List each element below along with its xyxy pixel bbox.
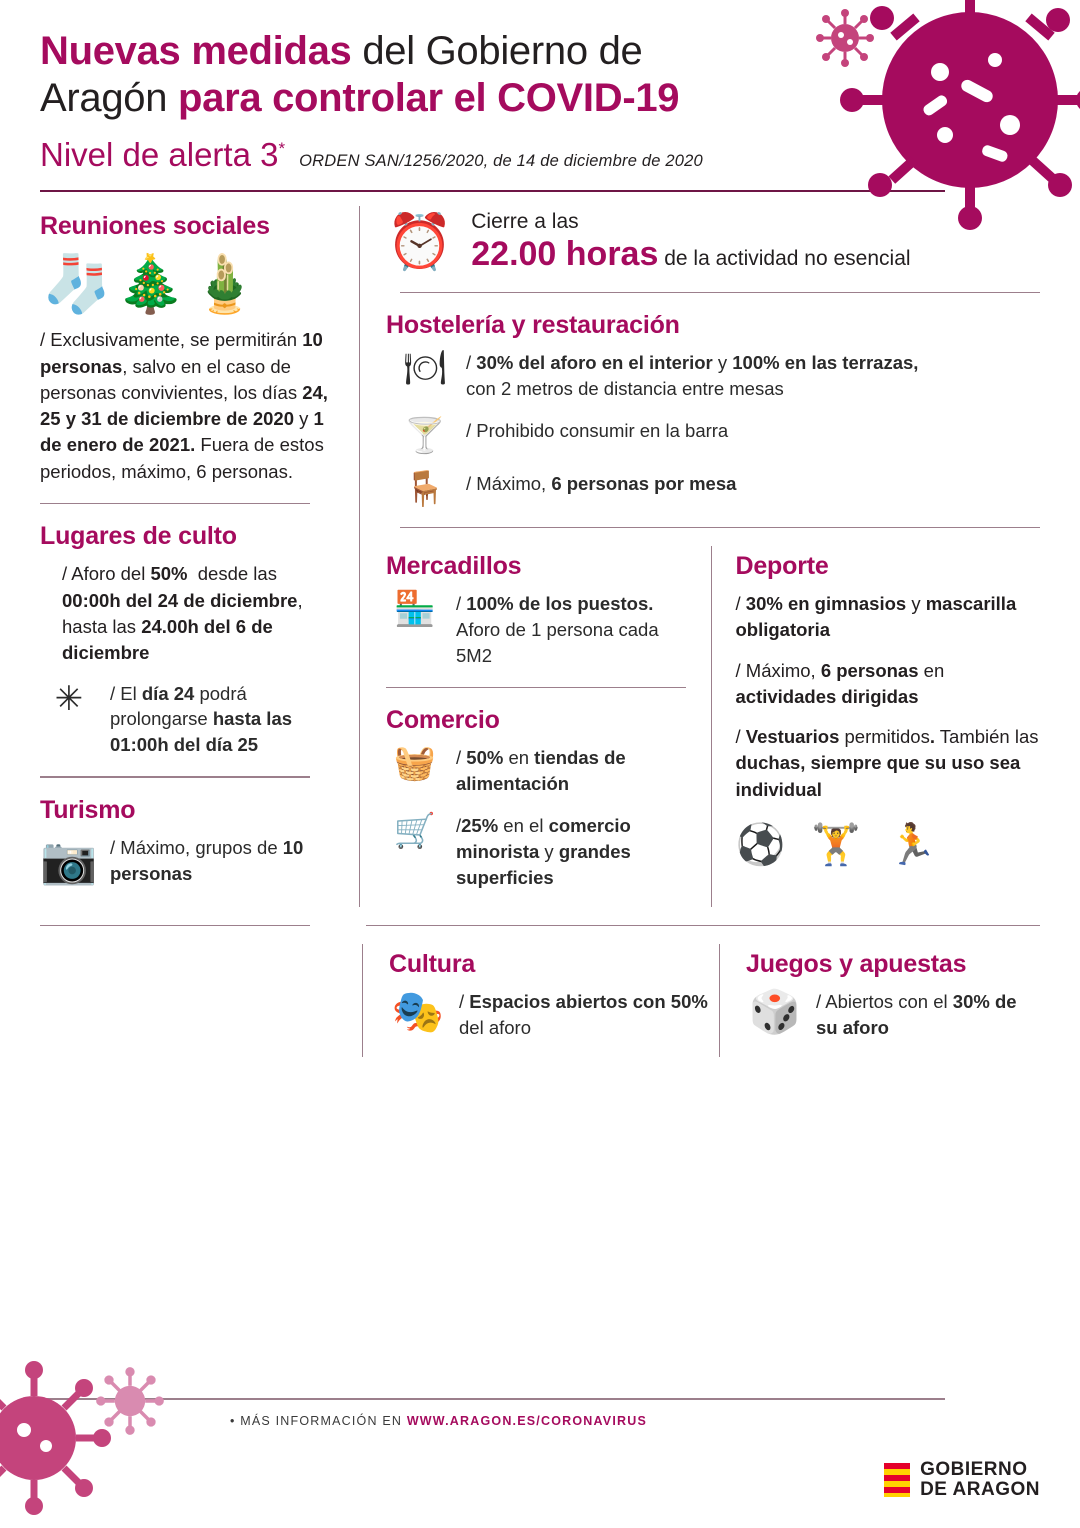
hosteleria-item-1	[396, 350, 1040, 402]
coronavirus-icon-bottom-left-small	[95, 1366, 165, 1436]
cultura-heading: Cultura	[389, 950, 476, 979]
alert-asterisk: *	[278, 139, 286, 159]
dice-stack-icon: 🎲	[748, 987, 802, 1037]
left-divider-2	[40, 776, 310, 778]
hosteleria-item-3-text: / Máximo, 6 personas por mesa	[466, 473, 737, 495]
mercadillos-row	[386, 591, 691, 669]
government-text	[920, 1460, 1040, 1500]
bottom-tourism-placeholder	[40, 944, 362, 1057]
header	[0, 0, 1080, 174]
more-info-url[interactable]: WWW.ARAGON.ES/CORONAVIRUS	[406, 1414, 647, 1428]
mid-divider	[386, 687, 686, 689]
title-part-1: Nuevas medidas	[40, 29, 352, 73]
worship-heading: Lugares de culto	[40, 522, 237, 551]
mid-left-col	[386, 546, 711, 907]
sport-icons	[736, 821, 1041, 868]
mid-trio	[386, 546, 1040, 907]
social-text: / Exclusivamente, se permitirán 10 personas, salvo en el caso de personas convivientes, los días 24, 25 y 31 de diciembre de 2020 y 1 de enero de 2021. Fuera de estos periodos, máximo, 6 personas.	[40, 329, 328, 482]
comercio-item-2	[386, 813, 691, 891]
order-reference: ORDEN SAN/1256/2020, de 14 de diciembre de 2020	[299, 152, 703, 171]
cocktail-icon: 🍸	[403, 415, 447, 456]
footer-divider	[40, 1398, 945, 1400]
theatre-masks-icon: 🎭	[391, 987, 445, 1037]
bottom-divider-right	[366, 925, 1040, 927]
social-heading: Reuniones sociales	[40, 212, 270, 241]
deporte-item-3: / Vestuarios permitidos. También las duchas, siempre que su uso sea individual	[735, 726, 1039, 800]
camera-icon: 📷	[40, 832, 98, 887]
alert-level-text: Nivel de alerta 3	[40, 136, 279, 174]
shopping-cart-icon: 🛒	[393, 811, 437, 852]
hosteleria-item-3	[396, 471, 1040, 508]
page-title	[40, 28, 860, 122]
alert-subline	[40, 136, 940, 174]
comercio-item-1-text: / 50% en tiendas de alimentación	[456, 747, 626, 795]
right-divider-1	[400, 292, 1040, 294]
government-logo	[884, 1460, 1040, 1500]
tourism-text: / Máximo, grupos de 10 personas	[110, 836, 304, 884]
title-part-3: Aragón	[40, 76, 178, 121]
right-column	[359, 206, 1040, 906]
closing-line1: Cierre a las	[471, 210, 579, 234]
closing-hours: 22.00 horas	[471, 234, 659, 273]
more-info-prefix: • MÁS INFORMACIÓN EN	[230, 1414, 407, 1428]
tourism-row	[40, 832, 337, 887]
juegos-row	[746, 989, 1040, 1041]
deporte-heading: Deporte	[735, 552, 829, 581]
worship-item-1: / Aforo del 50% desde las 00:00h del 24 de diciembre, hasta las 24.00h del 6 de diciembre	[62, 563, 303, 664]
hosteleria-item-1-text: / 30% del aforo en el interior y 100% en las terrazas, con 2 metros de distancia entre mesas	[466, 352, 919, 399]
juegos-text: / Abiertos con el 30% de su aforo	[816, 991, 1017, 1039]
juegos-block	[719, 944, 1040, 1057]
closing-rest: de la actividad no esencial	[658, 246, 911, 270]
christmas-icons	[42, 251, 337, 317]
left-column	[40, 206, 359, 906]
bottom-row	[0, 944, 1080, 1057]
left-divider-1	[40, 503, 310, 505]
mercadillos-heading: Mercadillos	[386, 552, 522, 581]
more-info-note	[230, 1414, 647, 1428]
comercio-heading: Comercio	[386, 706, 500, 735]
comercio-item-2-text: /25% en el comercio minorista y grandes superficies	[456, 815, 631, 888]
cultura-text: / Espacios abiertos con 50% del aforo	[459, 991, 708, 1039]
hosteleria-heading: Hostelería y restauración	[386, 311, 680, 340]
cultura-row	[389, 989, 719, 1041]
christmas-bauble-icon: 🎍	[189, 252, 260, 318]
title-part-4: para controlar el COVID-19	[178, 76, 680, 121]
title-part-2: del Gobierno de	[351, 29, 643, 73]
mercadillos-text: / 100% de los puestos. Aforo de 1 persona cada 5M2	[456, 593, 659, 666]
deporte-item-2: / Máximo, 6 personas en actividades dirigidas	[735, 659, 945, 707]
comercio-item-1	[386, 745, 691, 797]
table-chairs-icon: 🪑	[403, 469, 447, 510]
closing-banner	[386, 210, 1040, 273]
runner-icon: 🏃	[887, 821, 937, 868]
right-divider-2	[400, 527, 1040, 529]
weight-lifter-icon: 🏋	[811, 821, 862, 868]
worship-item-2: / El día 24 podrá prolongarse hasta las 01:00h del día 25	[110, 682, 293, 756]
star-burst-icon: ✳	[54, 678, 84, 719]
food-cloche-icon: 🍽	[403, 348, 447, 389]
aragon-flag-icon	[884, 1463, 910, 1497]
soccer-ball-icon: ⚽	[735, 821, 786, 868]
worship-item-2-row	[40, 678, 337, 759]
gov-line-2: DE ARAGON	[920, 1479, 1040, 1501]
alert-level	[40, 136, 285, 174]
juegos-heading: Juegos y apuestas	[746, 950, 967, 979]
main-content	[0, 192, 1080, 906]
cultura-block	[362, 944, 719, 1057]
alarm-clock-icon: ⏰	[386, 209, 454, 273]
bottom-divider-left	[40, 925, 310, 927]
market-stall-icon: 🏪	[393, 589, 437, 630]
tourism-heading: Turismo	[40, 795, 136, 824]
deporte-item-1: / 30% en gimnasios y mascarilla obligatoria	[735, 593, 1017, 641]
mid-right-col	[711, 546, 1041, 907]
christmas-stocking-icon: 🧦	[42, 252, 112, 318]
grocery-basket-icon: 🧺	[393, 743, 437, 784]
hosteleria-item-2-text: / Prohibido consumir en la barra	[466, 419, 729, 441]
gov-line-1: GOBIERNO	[920, 1459, 1028, 1481]
hosteleria-item-2	[396, 415, 1040, 456]
christmas-tree-icon: 🎄	[115, 252, 186, 318]
